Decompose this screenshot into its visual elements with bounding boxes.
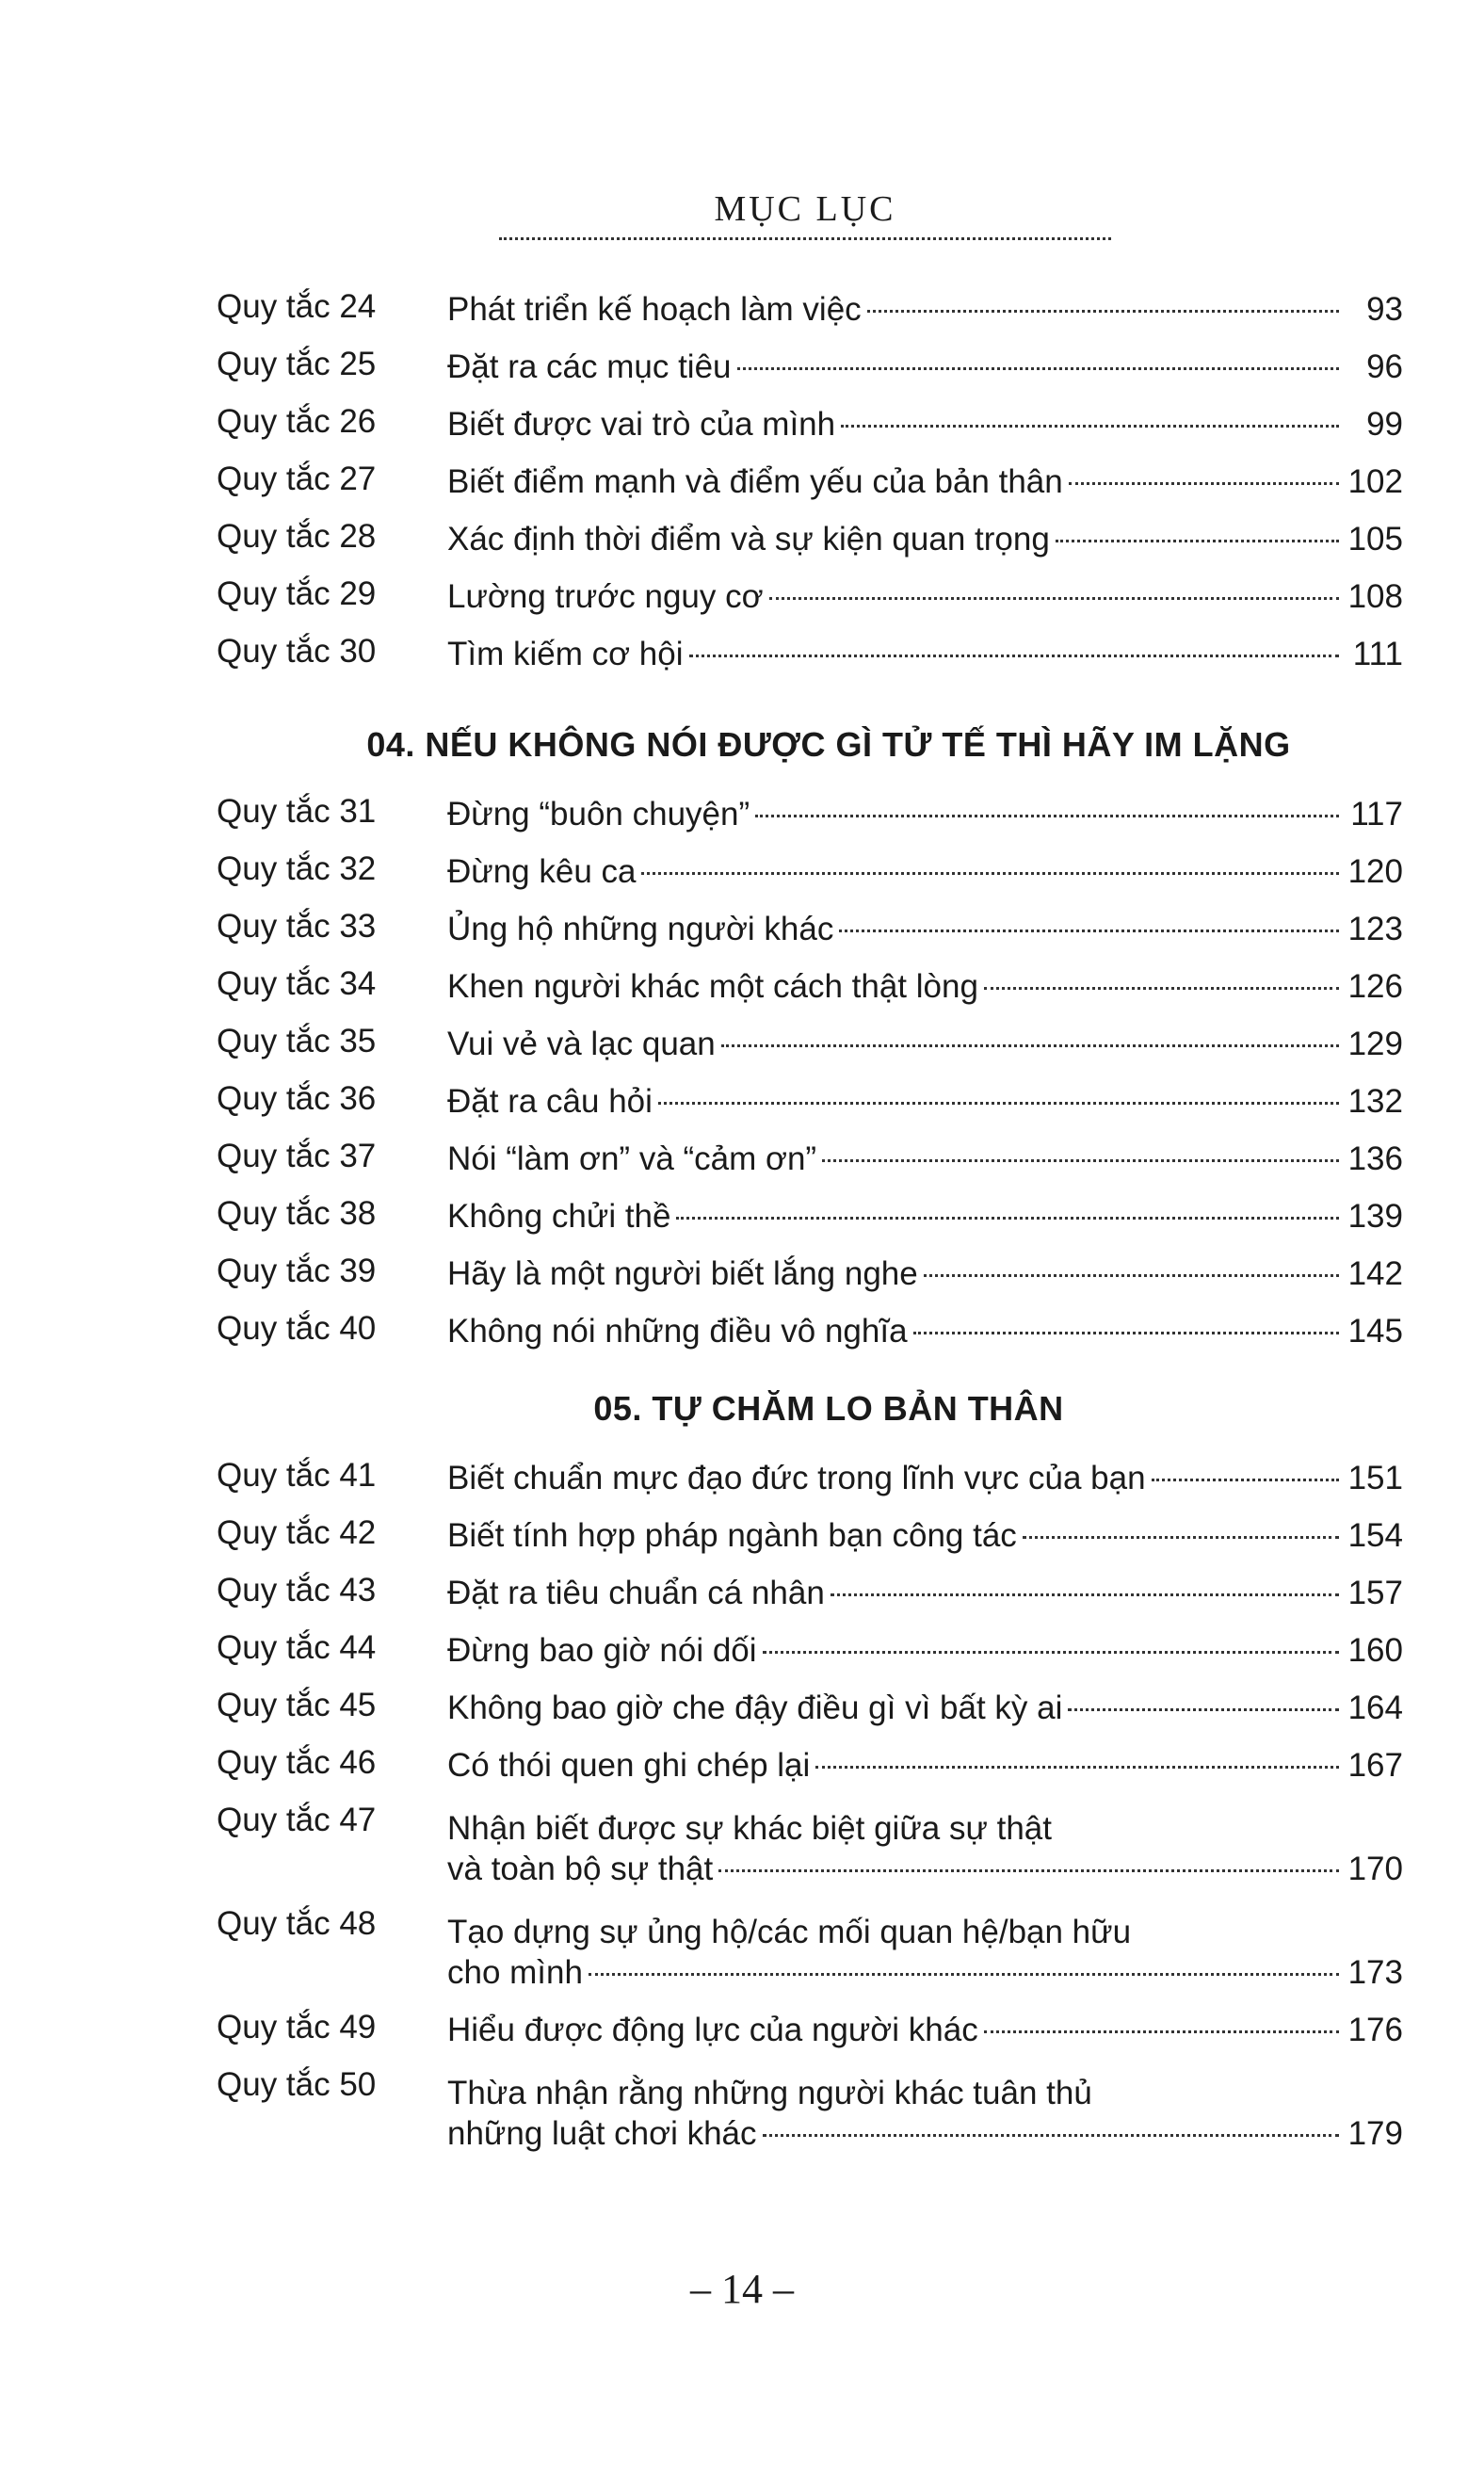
rule-number: Quy tắc 43 [217, 1572, 377, 1609]
toc-entry [217, 1008, 1403, 1065]
rule-number: Quy tắc 28 [217, 518, 377, 555]
rule-number: Quy tắc 32 [217, 850, 377, 887]
entry-title: Biết tính hợp pháp ngành bạn công tác [447, 1517, 1017, 1555]
toc-entry [217, 2051, 1403, 2155]
dot-leader [1069, 482, 1339, 485]
toc-entry [217, 1237, 1403, 1295]
rule-number: Quy tắc 25 [217, 346, 377, 382]
toc-entry [217, 1442, 1403, 1499]
entry-page-number: 136 [1347, 1140, 1403, 1178]
entry-title: Xác định thời điểm và sự kiện quan trọng [447, 521, 1050, 558]
entry-page-number: 111 [1352, 636, 1403, 673]
entry-page-number: 151 [1347, 1460, 1403, 1497]
toc-entry [217, 1672, 1403, 1729]
dot-leader [718, 1869, 1339, 1872]
rule-number: Quy tắc 30 [217, 633, 377, 670]
entry-title-line1: Tạo dựng sự ủng hộ/các mối quan hệ/bạn hữu [447, 1913, 1132, 1950]
rule-number: Quy tắc 36 [217, 1080, 377, 1117]
dot-leader [815, 1766, 1339, 1769]
entry-title: Có thói quen ghi chép lại [447, 1747, 811, 1785]
rule-number: Quy tắc 50 [217, 2066, 377, 2103]
entry-title: Phát triển kế hoạch làm việc [447, 291, 862, 329]
entry-page-number: 157 [1347, 1575, 1403, 1612]
entry-title: cho mình [447, 1954, 583, 1992]
entry-title: Nói “làm ơn” và “cảm ơn” [447, 1140, 817, 1178]
toc-entry [217, 1787, 1403, 1890]
entry-page-number: 145 [1347, 1313, 1403, 1350]
rule-number: Quy tắc 49 [217, 2009, 377, 2045]
dot-leader [839, 930, 1339, 932]
toc-entry [217, 445, 1403, 503]
toc-entry [217, 1557, 1403, 1614]
entry-page-number: 93 [1366, 291, 1403, 329]
header-dotted-rule [499, 237, 1111, 240]
dot-leader [589, 1973, 1339, 1976]
entry-title: Tìm kiếm cơ hội [447, 636, 684, 673]
entry-title: Lường trước nguy cơ [447, 578, 764, 616]
entry-page-number: 105 [1347, 521, 1403, 558]
entry-title: những luật chơi khác [447, 2115, 757, 2153]
entry-title: Đừng bao giờ nói dối [447, 1632, 757, 1670]
toc-entry [217, 1123, 1403, 1180]
rule-number: Quy tắc 45 [217, 1687, 377, 1723]
dot-leader [737, 367, 1340, 370]
entry-page-number: 123 [1347, 911, 1403, 948]
entry-title: Đặt ra câu hỏi [447, 1083, 653, 1121]
entry-page-number: 120 [1347, 853, 1403, 891]
entry-title: Khen người khác một cách thật lòng [447, 968, 978, 1006]
page-number: – 14 – [690, 2266, 794, 2312]
toc-entry [217, 1295, 1403, 1352]
dot-leader [1068, 1708, 1339, 1711]
rule-number: Quy tắc 39 [217, 1253, 377, 1289]
toc-entry [217, 893, 1403, 950]
toc-entry [217, 618, 1403, 675]
entry-page-number: 173 [1347, 1954, 1403, 1992]
rule-number: Quy tắc 44 [217, 1629, 377, 1666]
toc-entry [217, 388, 1403, 445]
entry-title-line1: Thừa nhận rằng những người khác tuân thủ [447, 2074, 1092, 2111]
rule-number: Quy tắc 46 [217, 1744, 377, 1781]
dot-leader [769, 597, 1339, 600]
dot-leader [1023, 1536, 1339, 1539]
page-header-title: MỤC LỤC [714, 189, 896, 229]
entry-title: Ủng hộ những người khác [447, 911, 834, 948]
rule-number: Quy tắc 40 [217, 1310, 377, 1347]
entry-title: Hãy là một người biết lắng nghe [447, 1255, 918, 1293]
entry-page-number: 99 [1366, 406, 1403, 444]
entry-title: Biết điểm mạnh và điểm yếu của bản thân [447, 463, 1063, 501]
toc-section-2 [217, 725, 1403, 1352]
toc-entry [217, 1065, 1403, 1123]
toc-entry [217, 1180, 1403, 1237]
dot-leader [721, 1044, 1339, 1047]
entry-page-number: 170 [1347, 1851, 1403, 1888]
toc-entry [217, 331, 1403, 388]
entry-title: Đừng “buôn chuyện” [447, 796, 750, 833]
dot-leader [913, 1332, 1339, 1334]
entry-page-number: 160 [1347, 1632, 1403, 1670]
entry-title-line1: Nhận biết được sự khác biệt giữa sự thật [447, 1809, 1052, 1847]
dot-leader [841, 425, 1339, 428]
dot-leader [1056, 540, 1339, 542]
rule-number: Quy tắc 24 [217, 288, 377, 325]
dot-leader [924, 1274, 1339, 1277]
toc-entry [217, 1499, 1403, 1557]
entry-page-number: 139 [1347, 1198, 1403, 1236]
entry-page-number: 167 [1347, 1747, 1403, 1785]
toc-entry [217, 778, 1403, 835]
dot-leader [689, 655, 1340, 657]
entry-page-number: 108 [1347, 578, 1403, 616]
dot-leader [984, 987, 1339, 990]
dot-leader [1152, 1479, 1339, 1481]
rule-number: Quy tắc 42 [217, 1514, 377, 1551]
entry-title: Đặt ra các mục tiêu [447, 348, 732, 386]
dot-leader [867, 310, 1339, 313]
rule-number: Quy tắc 33 [217, 908, 377, 945]
entry-title: Vui vẻ và lạc quan [447, 1026, 716, 1063]
entry-title: Không bao giờ che đậy điều gì vì bất kỳ ai [447, 1690, 1063, 1727]
entry-page-number: 142 [1347, 1255, 1403, 1293]
entry-page-number: 132 [1347, 1083, 1403, 1121]
entry-title: Biết chuẩn mực đạo đức trong lĩnh vực của bạn [447, 1460, 1146, 1497]
dot-leader [658, 1102, 1339, 1105]
entry-title: Không chửi thề [447, 1198, 671, 1236]
entry-title: Hiểu được động lực của người khác [447, 2012, 978, 2049]
rule-number: Quy tắc 26 [217, 403, 377, 440]
entry-page-number: 154 [1347, 1517, 1403, 1555]
entry-title: và toàn bộ sự thật [447, 1851, 714, 1888]
dot-leader [763, 2134, 1339, 2137]
section-title: 04. NẾU KHÔNG NÓI ĐƯỢC GÌ TỬ TẾ THÌ HÃY IM LẶNG [366, 725, 1291, 764]
entry-page-number: 179 [1347, 2115, 1403, 2153]
dot-leader [763, 1651, 1339, 1654]
entry-title: Biết được vai trò của mình [447, 406, 836, 444]
entry-page-number: 176 [1347, 2012, 1403, 2049]
toc-section-3 [217, 1389, 1403, 2155]
rule-number: Quy tắc 47 [217, 1802, 377, 1838]
entry-title: Đặt ra tiêu chuẩn cá nhân [447, 1575, 825, 1612]
toc-entry [217, 1729, 1403, 1787]
toc-section-1 [217, 273, 1403, 675]
entry-page-number: 117 [1350, 796, 1403, 833]
rule-number: Quy tắc 31 [217, 793, 377, 830]
toc-entry [217, 1614, 1403, 1672]
dot-leader [676, 1217, 1339, 1220]
toc-entry [217, 503, 1403, 560]
rule-number: Quy tắc 48 [217, 1905, 377, 1942]
rule-number: Quy tắc 41 [217, 1457, 377, 1494]
toc-entry [217, 1890, 1403, 1994]
dot-leader [822, 1159, 1339, 1162]
rule-number: Quy tắc 35 [217, 1023, 377, 1059]
toc-entry [217, 950, 1403, 1008]
dot-leader [755, 815, 1339, 817]
entry-page-number: 129 [1347, 1026, 1403, 1063]
toc-entry [217, 273, 1403, 331]
entry-title: Không nói những điều vô nghĩa [447, 1313, 908, 1350]
rule-number: Quy tắc 38 [217, 1195, 377, 1232]
rule-number: Quy tắc 37 [217, 1138, 377, 1174]
entry-page-number: 126 [1347, 968, 1403, 1006]
section-title: 05. TỰ CHĂM LO BẢN THÂN [593, 1389, 1064, 1428]
entry-title: Đừng kêu ca [447, 853, 637, 891]
rule-number: Quy tắc 29 [217, 575, 377, 612]
dot-leader [831, 1593, 1339, 1596]
rule-number: Quy tắc 27 [217, 461, 377, 497]
toc-entry [217, 835, 1403, 893]
toc-entry [217, 1994, 1403, 2051]
dot-leader [641, 872, 1339, 875]
entry-page-number: 164 [1347, 1690, 1403, 1727]
dot-leader [984, 2030, 1339, 2033]
entry-page-number: 102 [1347, 463, 1403, 501]
entry-page-number: 96 [1366, 348, 1403, 386]
rule-number: Quy tắc 34 [217, 965, 377, 1002]
toc-entry [217, 560, 1403, 618]
